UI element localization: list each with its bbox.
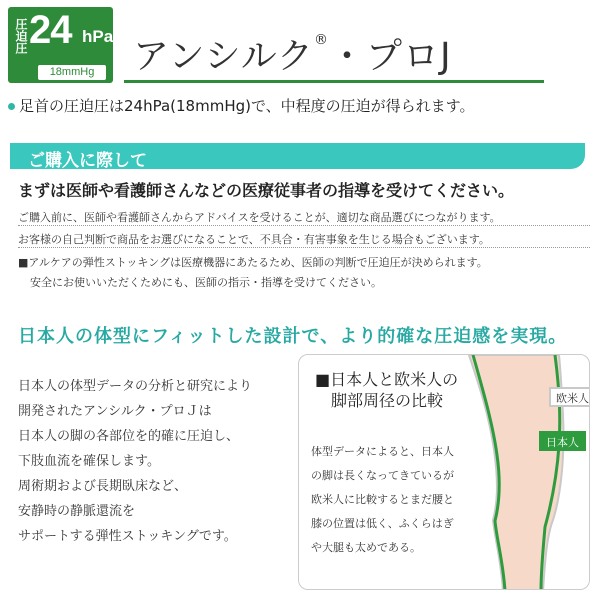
comparison-title-line1: ■日本人と欧米人の: [315, 370, 459, 389]
divider: [18, 225, 590, 226]
notice-line: ご購入前に、医師や看護師さんからアドバイスを受けることが、適切な商品選びにつながります。: [18, 211, 501, 224]
badge-vertical-label: 圧迫圧: [14, 18, 28, 54]
product-title: [133, 28, 452, 79]
body-line: 周術期および長期臥床など、: [18, 479, 188, 494]
notice-line: 安全にお使いいただくためにも、医師の指示・指導を受けてください。: [30, 276, 382, 289]
comparison-desc-line: 体型データによると、日本人: [311, 445, 454, 458]
purchase-section-bar: [10, 143, 585, 169]
lead-text: [8, 95, 474, 116]
body-line: 下肢血流を確保します。: [18, 454, 160, 469]
notice-line: ■アルケアの弾性ストッキングは医療機器にあたるため、医師の判断で圧迫圧が決められます。: [18, 256, 488, 269]
badge-unit: hPa: [82, 27, 114, 46]
comparison-desc-line: の脚は長くなってきているが: [311, 469, 454, 482]
comparison-desc-line: 膝の位置は低く、ふくらはぎ: [311, 517, 454, 530]
pressure-badge: [8, 7, 113, 83]
registered-mark: ®: [314, 32, 330, 48]
badge-value: 24: [29, 8, 72, 52]
body-line: 日本人の体型データの分析と研究により: [18, 379, 253, 394]
divider: [18, 247, 590, 248]
notice-line: お客様の自己判断で商品をお選びになることで、不具合・有害事象を生じる場合もございます。: [18, 233, 490, 246]
title-underline: [124, 80, 544, 83]
badge-sub-value: 18mmHg: [38, 65, 106, 80]
product-suffix: ・プロJ: [329, 36, 452, 77]
body-line: 開発されたアンシルク・プロＪは: [18, 404, 212, 419]
body-line: サポートする弾性ストッキングです。: [18, 529, 237, 544]
lead-label: 足首の圧迫圧は24hPa(18mmHg)で、中程度の圧迫が得られます。: [19, 97, 475, 115]
body-line: 安静時の静脈還流を: [18, 504, 136, 519]
legend-western: 欧米人: [549, 387, 590, 407]
comparison-title-line2: 脚部周径の比較: [315, 391, 444, 410]
comparison-desc-line: 欧米人に比較するとまだ腰と: [311, 493, 454, 506]
comparison-desc-line: や大腿も太めである。: [311, 541, 421, 554]
legend-japanese: 日本人: [539, 431, 586, 451]
bullet-icon: [8, 103, 15, 110]
product-name: アンシルク: [133, 36, 315, 77]
fit-heading: 日本人の体型にフィットした設計で、より的確な圧迫感を実現。: [18, 326, 568, 347]
comparison-title: [315, 369, 458, 411]
body-line: 日本人の脚の各部位を的確に圧迫し、: [18, 429, 240, 444]
purchase-notice: まずは医師や看護師さんなどの医療従事者の指導を受けてください。: [18, 181, 515, 200]
leg-comparison-panel: [298, 354, 590, 590]
purchase-section-heading: ご購入に際して: [28, 151, 147, 171]
